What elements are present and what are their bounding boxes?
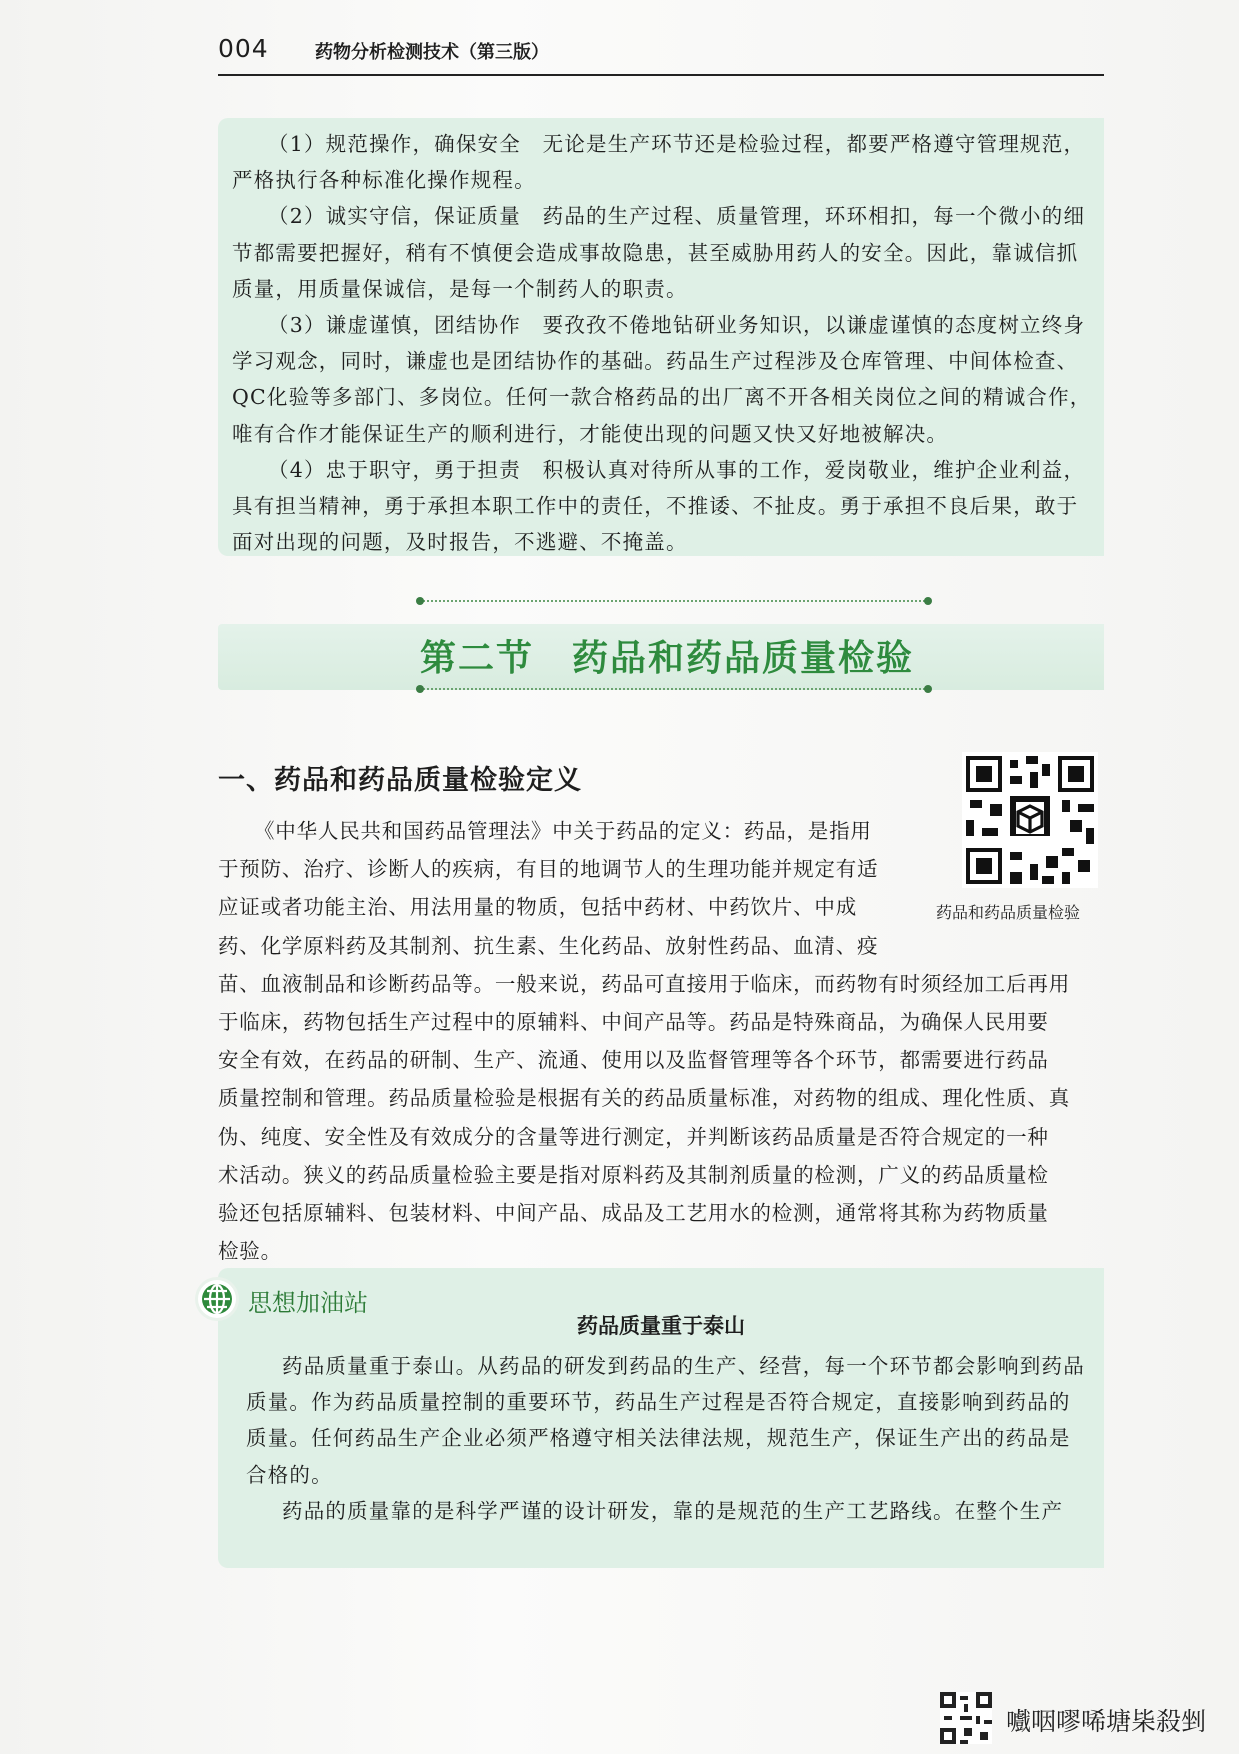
tip-label: 思想加油站: [248, 1289, 368, 1317]
section-title: 第二节 药品和药品质量检验: [420, 638, 915, 679]
text-line: 于预防、治疗、诊断人的疾病，有目的地调节人的生理功能并规定有适: [218, 857, 879, 882]
text-line: 质量，用质量保诚信，是每一个制药人的职责。: [232, 276, 688, 301]
text-line: 验还包括原辅料、包装材料、中间产品、成品及工艺用水的检测，通常将其称为药物质量: [218, 1201, 1049, 1226]
text-line: 严格执行各种标准化操作规程。: [232, 168, 536, 193]
text-line: 面对出现的问题，及时报告，不逃避、不掩盖。: [232, 530, 688, 555]
section-heading-band: [218, 624, 1104, 690]
text-line: （3）谦虚谨慎，团结协作 要孜孜不倦地钻研业务知识，以谦虚谨慎的态度树立终身: [268, 313, 1086, 338]
tip-text: [246, 1348, 1104, 1529]
page-header: [218, 34, 1104, 76]
text-line: 节都需要把握好，稍有不慎便会造成事故隐患，甚至威胁用药人的安全。因此，靠诚信抓: [232, 240, 1079, 265]
ethics-box: [218, 118, 1104, 556]
text-line: 《中华人民共和国药品管理法》中关于药品的定义：药品，是指用: [254, 819, 872, 843]
book-title: 药物分析检测技术（第三版）: [315, 42, 549, 63]
page-number: 004: [218, 34, 269, 63]
text-line: 质量。作为药品质量控制的重要环节，药品生产过程是否符合规定，直接影响到药品的: [246, 1390, 1071, 1415]
qr-caption: 药品和药品质量检验: [936, 903, 1081, 922]
text-line: 合格的。: [246, 1462, 333, 1487]
text-line: 药、化学原料药及其制剂、抗生素、生化药品、放射性药品、血清、疫: [218, 933, 879, 958]
text-line: 于临床，药物包括生产过程中的原辅料、中间产品等。药品是特殊商品，为确保人民用要: [218, 1010, 1049, 1035]
watermark-text: 嚱咽嘐唏塘枈殺剉: [1006, 1707, 1207, 1736]
text-line: 质量控制和管理。药品质量检验是根据有关的药品质量标准，对药物的组成、理化性质、真: [218, 1086, 1070, 1111]
tip-title: 药品质量重于泰山: [577, 1314, 745, 1338]
text-line: 应证或者功能主治、用法用量的物质，包括中药材、中药饮片、中成: [218, 895, 857, 920]
text-line: 质量。任何药品生产企业必须严格遵守相关法律法规，规范生产，保证生产出的药品是: [246, 1426, 1071, 1451]
text-line: 伪、纯度、安全性及有效成分的含量等进行测定，并判断该药品质量是否符合规定的一种: [218, 1124, 1049, 1149]
section-top-divider: [420, 600, 928, 602]
text-line: 具有担当精神，勇于承担本职工作中的责任，不推诿、不扯皮。勇于承担不良后果，敢于: [232, 494, 1079, 519]
text-line: （2）诚实守信，保证质量 药品的生产过程、质量管理，环环相扣，每一个微小的细: [268, 204, 1086, 229]
text-line: 药品质量重于泰山。从药品的研发到药品的生产、经营，每一个环节都会影响到药品: [282, 1354, 1085, 1378]
text-line: QC化验等多部门、多岗位。任何一款合格药品的出厂离不开各相关岗位之间的精诚合作，: [232, 385, 1092, 410]
text-line: 唯有合作才能保证生产的顺利进行，才能使出现的问题又快又好地被解决。: [232, 421, 949, 446]
text-line: 术活动。狭义的药品质量检验主要是指对原料药及其制剂质量的检测，广义的药品质量检: [218, 1162, 1049, 1187]
definition-paragraph: [218, 812, 1118, 1270]
watermark-qr-icon: [940, 1692, 992, 1744]
section-bottom-divider: [420, 688, 928, 690]
subsection-title: 一、药品和药品质量检验定义: [218, 765, 582, 796]
text-line: 安全有效，在药品的研制、生产、流通、使用以及监督管理等各个环节，都需要进行药品: [218, 1048, 1049, 1073]
text-line: 检验。: [218, 1239, 282, 1264]
ethics-text: [232, 126, 1104, 556]
globe-icon: [198, 1280, 236, 1318]
text-line: 苗、血液制品和诊断药品等。一般来说，药品可直接用于临床，而药物有时须经加工后再用: [218, 971, 1070, 996]
text-line: 学习观念，同时，谦虚也是团结协作的基础。药品生产过程涉及仓库管理、中间体检查、: [232, 349, 1079, 374]
text-line: （1）规范操作，确保安全 无论是生产环节还是检验过程，都要严格遵守管理规范，: [268, 132, 1086, 156]
text-line: 药品的质量靠的是科学严谨的设计研发，靠的是规范的生产工艺路线。在整个生产: [282, 1498, 1064, 1523]
text-line: （4）忠于职守，勇于担责 积极认真对待所从事的工作，爱岗敬业，维护企业利益，: [268, 457, 1086, 482]
